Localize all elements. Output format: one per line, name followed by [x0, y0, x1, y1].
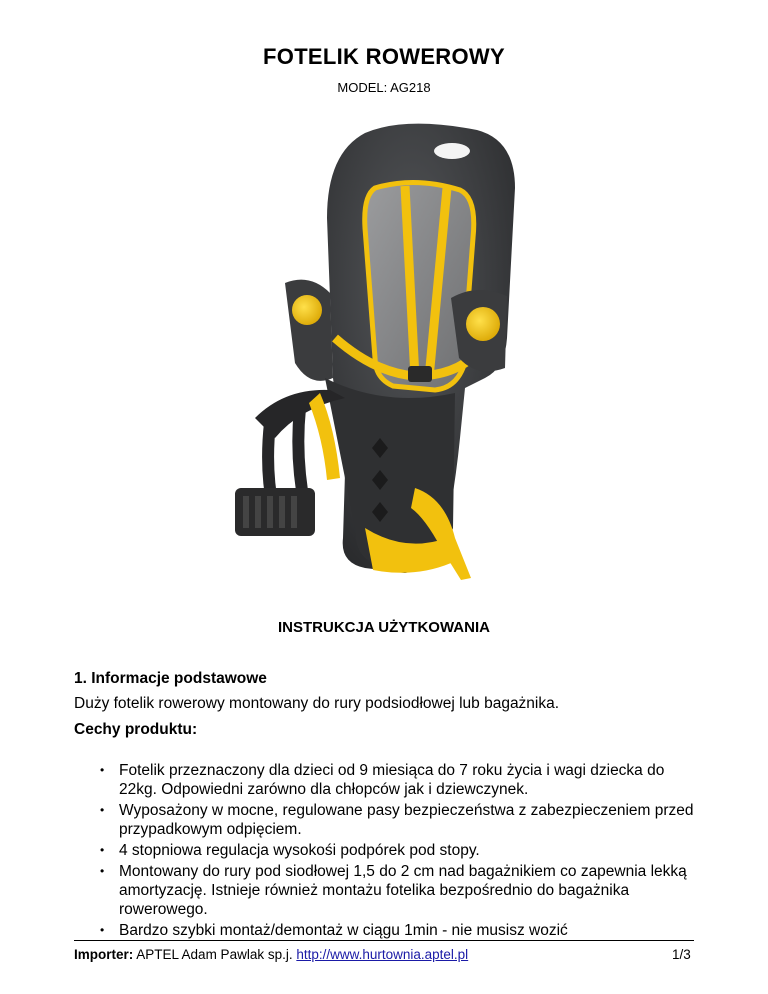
bullet: • — [100, 923, 105, 937]
bullet: • — [100, 864, 105, 878]
footer — [74, 947, 468, 962]
bicycle-seat-image — [215, 108, 555, 588]
website-link[interactable]: http://www.hurtownia.aptel.pl — [296, 947, 469, 962]
list-item — [96, 761, 706, 799]
list-item — [96, 841, 706, 860]
feature-text: Wyposażony w mocne, regulowane pasy bezpieczeństwa z zabezpieczeniem przed przypadkowym odpięciem. — [119, 802, 694, 838]
page-title: FOTELIK ROWEROWY — [263, 44, 505, 69]
list-item — [96, 801, 706, 839]
features-heading: Cechy produktu: — [74, 721, 198, 738]
list-item — [96, 921, 706, 940]
list-item — [96, 862, 706, 919]
instruction-heading: INSTRUKCJA UŻYTKOWANIA — [278, 619, 490, 636]
footer-divider — [74, 940, 694, 941]
importer-label: Importer: — [74, 947, 134, 962]
section-heading-basic-info: 1. Informacje podstawowe — [74, 670, 267, 687]
feature-text: 4 stopniowa regulacja wysokośi podpórek pod stopy. — [119, 842, 480, 859]
feature-text: Bardzo szybki montaż/demontaż w ciągu 1min - nie musisz wozić — [119, 922, 568, 939]
features-list — [96, 761, 706, 942]
model-label: MODEL: AG218 — [337, 80, 431, 95]
page-number: 1/3 — [672, 947, 691, 962]
importer-name: APTEL Adam Pawlak sp.j. — [133, 947, 297, 962]
bullet: • — [100, 843, 105, 857]
feature-text: Fotelik przeznaczony dla dzieci od 9 miesiąca do 7 roku życia i wagi dziecka do 22kg. Odpowiedni zarówno dla chłopców jak i dziewczynek. — [119, 762, 665, 798]
section-intro: Duży fotelik rowerowy montowany do rury podsiodłowej lub bagażnika. — [74, 695, 560, 712]
bullet: • — [100, 803, 105, 817]
feature-text: Montowany do rury pod siodłowej 1,5 do 2 cm nad bagażnikiem co zapewnia lekką amortyzację. Istnieje również montażu fotelika bezpośrednio do bagażnika rowerowego. — [119, 863, 687, 918]
bullet: • — [100, 763, 105, 777]
